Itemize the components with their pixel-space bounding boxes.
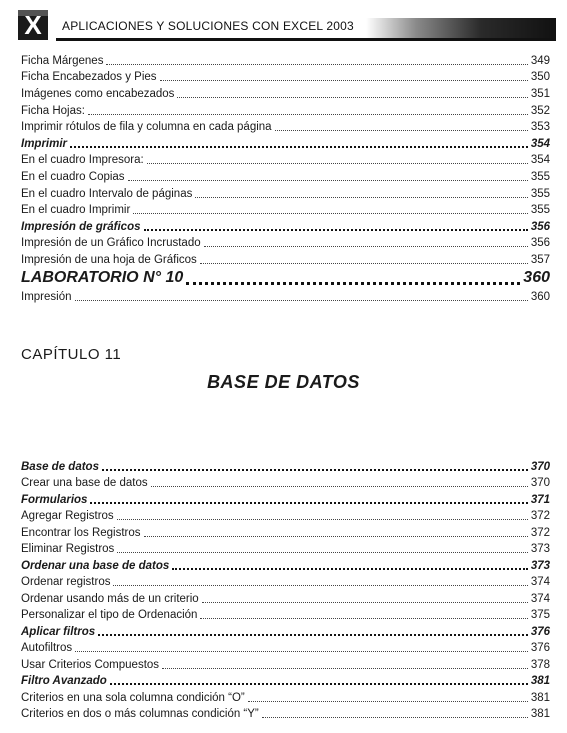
page-header (0, 0, 567, 44)
toc-entry-page: 376 (530, 642, 550, 654)
toc-entry-page: 373 (530, 560, 550, 572)
dot-leader (98, 634, 528, 636)
toc-entry-title: Ficha Encabezados y Pies (21, 71, 157, 83)
dot-leader (275, 130, 528, 131)
toc-entry-title: Agregar Registros (21, 510, 114, 522)
dot-leader (160, 80, 528, 81)
toc-entry-page: 353 (530, 121, 550, 133)
toc-entry-title: Impresión de gráficos (21, 221, 141, 233)
toc-entry (21, 705, 550, 721)
toc-entry-page: 372 (530, 510, 550, 522)
dot-leader (202, 602, 528, 603)
toc-entry-page: 371 (530, 494, 550, 506)
toc-entry-page: 375 (530, 609, 550, 621)
toc-entry (21, 234, 550, 250)
toc-entry-title: Impresión de una hoja de Gráficos (21, 254, 197, 266)
toc-entry (21, 135, 550, 151)
toc-entry-title: En el cuadro Impresora: (21, 154, 144, 166)
toc-entry (21, 623, 550, 639)
toc-entry-title: Ordenar registros (21, 576, 111, 588)
toc-entry (21, 151, 550, 167)
toc-entry-title: Base de datos (21, 461, 99, 473)
chapter-title: BASE DE DATOS (207, 372, 360, 392)
dot-leader (200, 618, 527, 619)
dot-leader (144, 536, 528, 537)
dot-leader (144, 229, 528, 231)
toc-entry-title: LABORATORIO N° 10 (21, 269, 184, 286)
toc-entry-title: Ordenar usando más de un criterio (21, 593, 199, 605)
toc-entry (21, 218, 550, 234)
toc-entry (21, 557, 550, 573)
toc-entry-page: 350 (530, 71, 550, 83)
toc-entry (21, 540, 550, 556)
dot-leader (106, 64, 527, 65)
toc-entry-title: Personalizar el tipo de Ordenación (21, 609, 198, 621)
chapter-label: CAPÍTULO 11 (21, 346, 122, 363)
toc-entry-title: Aplicar filtros (21, 626, 96, 638)
toc-entry-title: Imprimir rótulos de fila y columna en cada página (21, 121, 272, 133)
toc-entry (21, 52, 550, 68)
dot-leader (102, 469, 528, 471)
dot-leader (117, 552, 528, 553)
dot-leader (151, 486, 528, 487)
header-title: APLICACIONES Y SOLUCIONES CON EXCEL 2003 (62, 19, 354, 33)
dot-leader (195, 197, 527, 198)
toc-entry-page: 355 (530, 171, 550, 183)
toc-entry (21, 507, 550, 523)
toc-entry-page: 354 (530, 138, 550, 150)
dot-leader (200, 263, 528, 264)
toc-entry (21, 639, 550, 655)
toc-entry-page: 357 (530, 254, 550, 266)
toc-entry-page: 378 (530, 659, 550, 671)
toc-entry-title: Autofiltros (21, 642, 73, 654)
toc-entry (21, 168, 550, 184)
dot-leader (75, 651, 528, 652)
toc-entry-title: Filtro Avanzado (21, 675, 107, 687)
toc-entry-title: Criterios en dos o más columnas condición “Y” (21, 708, 259, 720)
toc-entry-title: Imprimir (21, 138, 68, 150)
toc-entry-title: Imágenes como encabezados (21, 88, 175, 100)
toc-entry-title: Ficha Hojas: (21, 105, 85, 117)
toc-entry-page: 355 (530, 204, 550, 216)
toc-entry-title: Usar Criterios Compuestos (21, 659, 160, 671)
toc-entry-page: 360 (523, 269, 550, 286)
toc-entry-page: 355 (530, 188, 550, 200)
dot-leader (117, 519, 528, 520)
toc-entry-title: Formularios (21, 494, 88, 506)
toc-entry-page: 352 (530, 105, 550, 117)
toc-entry-page: 373 (530, 543, 550, 555)
excel-logo-icon (18, 10, 48, 40)
dot-leader (110, 683, 528, 685)
dot-leader (128, 180, 528, 181)
toc-entry-page: 381 (530, 675, 550, 687)
toc-entry-page: 381 (530, 708, 550, 720)
toc-entry-title: Impresión de un Gráfico Incrustado (21, 237, 201, 249)
toc-entry-page: 356 (530, 221, 550, 233)
toc-entry (21, 491, 550, 507)
toc-entry (21, 85, 550, 101)
logo-glyph: X (24, 10, 42, 40)
toc-entry (21, 251, 550, 267)
dot-leader (177, 97, 527, 98)
dot-leader (162, 668, 528, 669)
toc-entry (21, 118, 550, 134)
dot-leader (186, 282, 520, 285)
toc-entry-title: Crear una base de datos (21, 477, 148, 489)
toc-entry-page: 376 (530, 626, 550, 638)
toc-entry-title: Ordenar una base de datos (21, 560, 170, 572)
dot-leader (248, 701, 528, 702)
toc-entry-title: En el cuadro Intervalo de páginas (21, 188, 193, 200)
toc-entry-page: 381 (530, 692, 550, 704)
toc-entry-page: 372 (530, 527, 550, 539)
dot-leader (147, 163, 528, 164)
toc-entry (21, 288, 550, 304)
toc-entry-page: 349 (530, 55, 550, 67)
dot-leader (113, 585, 527, 586)
toc-entry-title: Criterios en una sola columna condición “O” (21, 692, 245, 704)
dot-leader (90, 502, 527, 504)
toc-entry-title: Ficha Márgenes (21, 55, 104, 67)
toc-entry (21, 102, 550, 118)
toc-entry-page: 351 (530, 88, 550, 100)
dot-leader (262, 717, 528, 718)
dot-leader (133, 213, 528, 214)
toc-entry-title: En el cuadro Copias (21, 171, 125, 183)
toc-entry (21, 266, 550, 288)
toc-entry (21, 590, 550, 606)
toc-entry-page: 360 (530, 291, 550, 303)
toc-entry-title: Encontrar los Registros (21, 527, 141, 539)
toc-entry (21, 672, 550, 688)
toc-entry-page: 374 (530, 576, 550, 588)
toc-entry-page: 370 (530, 461, 550, 473)
toc-entry-title: Impresión (21, 291, 72, 303)
dot-leader (75, 300, 528, 301)
toc-entry (21, 606, 550, 622)
toc-entry (21, 474, 550, 490)
dot-leader (172, 568, 528, 570)
toc-entry-title: En el cuadro Imprimir (21, 204, 131, 216)
toc-entry-page: 370 (530, 477, 550, 489)
toc-entry (21, 185, 550, 201)
toc-entry (21, 524, 550, 540)
toc-entry-title: Eliminar Registros (21, 543, 115, 555)
toc-entry (21, 656, 550, 672)
toc-entry (21, 68, 550, 84)
toc-entry-page: 354 (530, 154, 550, 166)
dot-leader (70, 146, 528, 148)
toc-entry-page: 356 (530, 237, 550, 249)
toc-entry (21, 573, 550, 589)
toc-entry (21, 689, 550, 705)
dot-leader (204, 246, 528, 247)
toc-entry (21, 201, 550, 217)
dot-leader (88, 114, 528, 115)
toc-entry-page: 374 (530, 593, 550, 605)
toc-entry (21, 458, 550, 474)
